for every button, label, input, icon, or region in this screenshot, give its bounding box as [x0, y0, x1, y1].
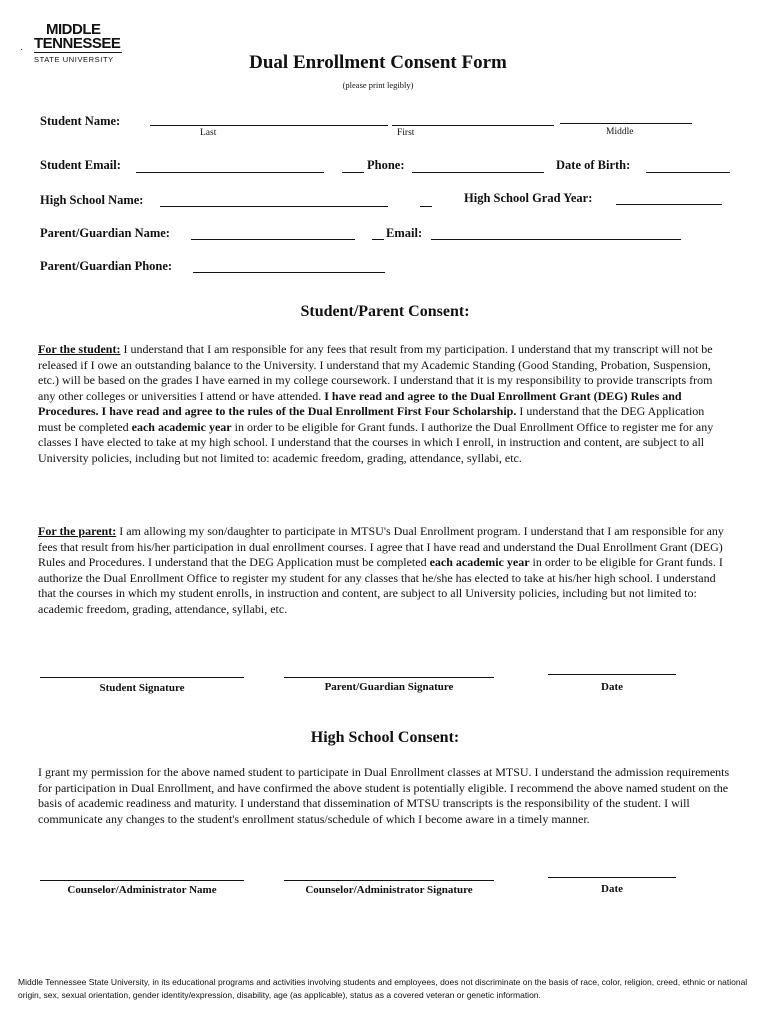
high-school-consent-paragraph: I grant my permission for the above named student to participate in Dual Enrollment classes at MTSU. I understand the admission requirements for participation in Dual Enrollment, and have confirmed the above student is potentially eligible. I recommend the above named student on the basis of academic readiness and maturity. I understand that dissemination of MTSU transcripts is the responsibility of the student. I will communicate any changes to the student's enrollment status/schedule of which I become aware in a timely manner. [38, 765, 730, 826]
student-middle-name-line[interactable] [560, 123, 692, 124]
student-consent-bold-2: each academic year [131, 419, 232, 434]
student-name-label: Student Name: [40, 114, 121, 128]
logo-line-3: STATE UNIVERSITY [34, 55, 114, 64]
dob-line[interactable] [646, 172, 730, 173]
page-title: Dual Enrollment Consent Form [249, 52, 507, 73]
parent-consent-paragraph [38, 524, 728, 617]
parent-name-label: Parent/Guardian Name: [40, 226, 170, 240]
student-consent-label: For the student: [38, 342, 121, 356]
phone-line[interactable] [412, 172, 544, 173]
high-school-name-line[interactable] [160, 206, 388, 207]
parent-consent-bold: each academic year [429, 555, 530, 569]
student-last-name-line[interactable] [150, 125, 388, 126]
counselor-name-line[interactable] [40, 880, 244, 881]
parent-phone-line[interactable] [193, 272, 385, 273]
page-subtitle: (please print legibly) [342, 80, 414, 90]
student-signature-line[interactable] [40, 677, 244, 678]
dob-label: Date of Birth: [556, 158, 631, 172]
parent-phone-label: Parent/Guardian Phone: [40, 259, 173, 273]
counselor-signature-label: Counselor/Administrator Signature [305, 884, 473, 896]
student-consent-text-2: I understand that the DEG Application must be completed [38, 404, 705, 434]
phone-prefix-line [342, 172, 364, 173]
first-name-caption: First [397, 128, 415, 138]
parent-signature-label: Parent/Guardian Signature [324, 681, 454, 693]
high-school-consent-heading: High School Consent: [310, 729, 460, 746]
logo-dot-icon: · [20, 44, 24, 55]
parent-consent-label: For the parent: [38, 524, 117, 538]
parent-consent-text-2: in order to be eligible for Grant funds. I authorize the Dual Enrollment Office to register my student for any classes that he/she has elected to take at his/her high school. I understand that the courses in which my student enrolls, in instruction and content, are subject to all University policies, including but not limited to: academic freedom, grading, attendance, syllabi, etc. [38, 555, 723, 616]
separator-line [420, 206, 432, 207]
high-school-name-label: High School Name: [40, 193, 144, 207]
parent-email-line[interactable] [431, 239, 681, 240]
logo-line-1: MIDDLE [46, 21, 101, 38]
nondiscrimination-footer: Middle Tennessee State University, in its educational programs and activities involving students and employees, does not discriminate on the basis of race, color, religion, creed, ethnic or national origin, sex, sexual orientation, gender identity/expression, disability, age (as applicable), status as a covered veteran or genetic information. [18, 977, 748, 1000]
counselor-signature-line[interactable] [284, 880, 494, 881]
parent-separator-line [372, 239, 384, 240]
parent-email-label: Email: [386, 226, 423, 240]
student-consent-text-1: I understand that I am responsible for any fees that result from my participation. I understand that my transcript will not be released if I owe an outstanding balance to the University. I understand that my Academic Standing (Good Standing, Probation, Suspension, etc.) will be based on the grades I have earned in my college coursework. I understand that it is my responsibility to provide transcripts from any other colleges or universities I attend or have attended. [38, 342, 713, 403]
last-name-caption: Last [200, 128, 217, 138]
grad-year-line[interactable] [616, 204, 722, 205]
student-first-name-line[interactable] [392, 125, 554, 126]
middle-name-caption: Middle [606, 127, 634, 137]
date-line-1[interactable] [548, 674, 676, 675]
student-parent-consent-heading: Student/Parent Consent: [300, 303, 470, 320]
grad-year-label: High School Grad Year: [464, 191, 593, 205]
parent-signature-line[interactable] [284, 677, 494, 678]
student-email-label: Student Email: [40, 158, 121, 172]
phone-label: Phone: [367, 158, 405, 172]
date-line-2[interactable] [548, 877, 676, 878]
logo-line-2: TENNESSEE [34, 35, 121, 52]
student-consent-paragraph [38, 342, 728, 466]
date-label-2: Date [601, 883, 623, 895]
student-consent-text-3: in order to be eligible for Grant funds. I authorize the Dual Enrollment Office to register me for any classes I have elected to take at my high school. I understand that the courses in which I enroll, in instruction and content, are subject to all University policies, including but not limited to: academic freedom, grading, attendance, syllabi, etc. [38, 419, 714, 465]
parent-consent-text-1: I am allowing my son/daughter to participate in MTSU's Dual Enrollment program. I understand that I am responsible for any fees that result from his/her participation in dual enrollment courses. I agree that I have read and understand the Dual Enrollment Grant (DEG) Rules and Procedures. I understand that the DEG Application must be completed [38, 524, 724, 569]
counselor-name-label: Counselor/Administrator Name [67, 884, 217, 896]
student-signature-label: Student Signature [99, 682, 185, 694]
student-email-line[interactable] [136, 172, 324, 173]
date-label-1: Date [601, 681, 623, 693]
student-consent-bold-1: I have read and agree to the Dual Enrollment Grant (DEG) Rules and Procedures. I have read and agree to the rules of the Dual Enrollment First Four Scholarship. [38, 388, 682, 418]
parent-name-line[interactable] [191, 239, 355, 240]
